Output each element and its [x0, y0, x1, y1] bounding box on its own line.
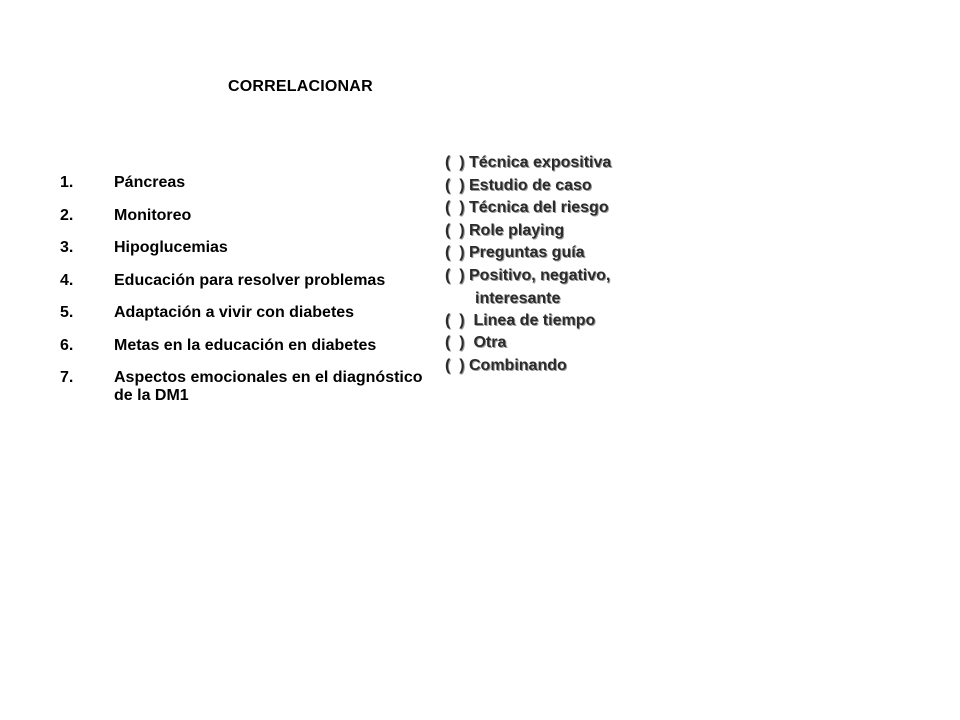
list-item-text: Educación para resolver problemas [114, 271, 386, 289]
list-item-7 [60, 369, 440, 405]
list-item-number: 1. [60, 174, 74, 191]
option-item: ( ) Linea de tiempo [445, 311, 596, 329]
list-item-text: Metas en la educación en diabetes [114, 336, 377, 354]
list-item-number: 7. [60, 369, 74, 386]
list-item-3 [60, 239, 440, 257]
option-item: ( ) Role playing [445, 221, 565, 239]
list-item-number: 5. [60, 304, 74, 321]
left-numbered-list [60, 174, 440, 420]
option-item: ( ) Combinando [445, 356, 567, 374]
list-item-text: Monitoreo [114, 206, 192, 224]
list-item-number: 4. [60, 271, 74, 289]
option-item: ( ) Estudio de caso [445, 176, 592, 194]
option-item: ( ) Otra [445, 334, 507, 352]
list-item-text: Adaptación a vivir con diabetes [114, 304, 355, 321]
list-item-number: 2. [60, 206, 74, 224]
list-item-5 [60, 304, 440, 322]
list-item-number: 3. [60, 239, 74, 256]
option-item: ( ) Técnica del riesgo [445, 199, 609, 217]
list-item-6 [60, 337, 440, 355]
option-item: ( ) Preguntas guía [445, 244, 585, 262]
option-item: ( ) Positivo, negativo, [445, 266, 611, 284]
list-item-4 [60, 272, 440, 290]
option-item: ( ) Técnica expositiva [445, 154, 612, 171]
list-item-text: Aspectos emocionales en el diagnóstico de la DM1 [114, 369, 423, 404]
right-options-list [445, 152, 705, 377]
list-item-1 [60, 174, 440, 192]
list-item-number: 6. [60, 336, 74, 354]
option-item-continuation: interesante [475, 289, 561, 307]
list-item-2 [60, 207, 440, 225]
list-item-text: Páncreas [114, 174, 186, 191]
page-title: CORRELACIONAR [228, 78, 373, 95]
list-item-text: Hipoglucemias [114, 239, 228, 256]
